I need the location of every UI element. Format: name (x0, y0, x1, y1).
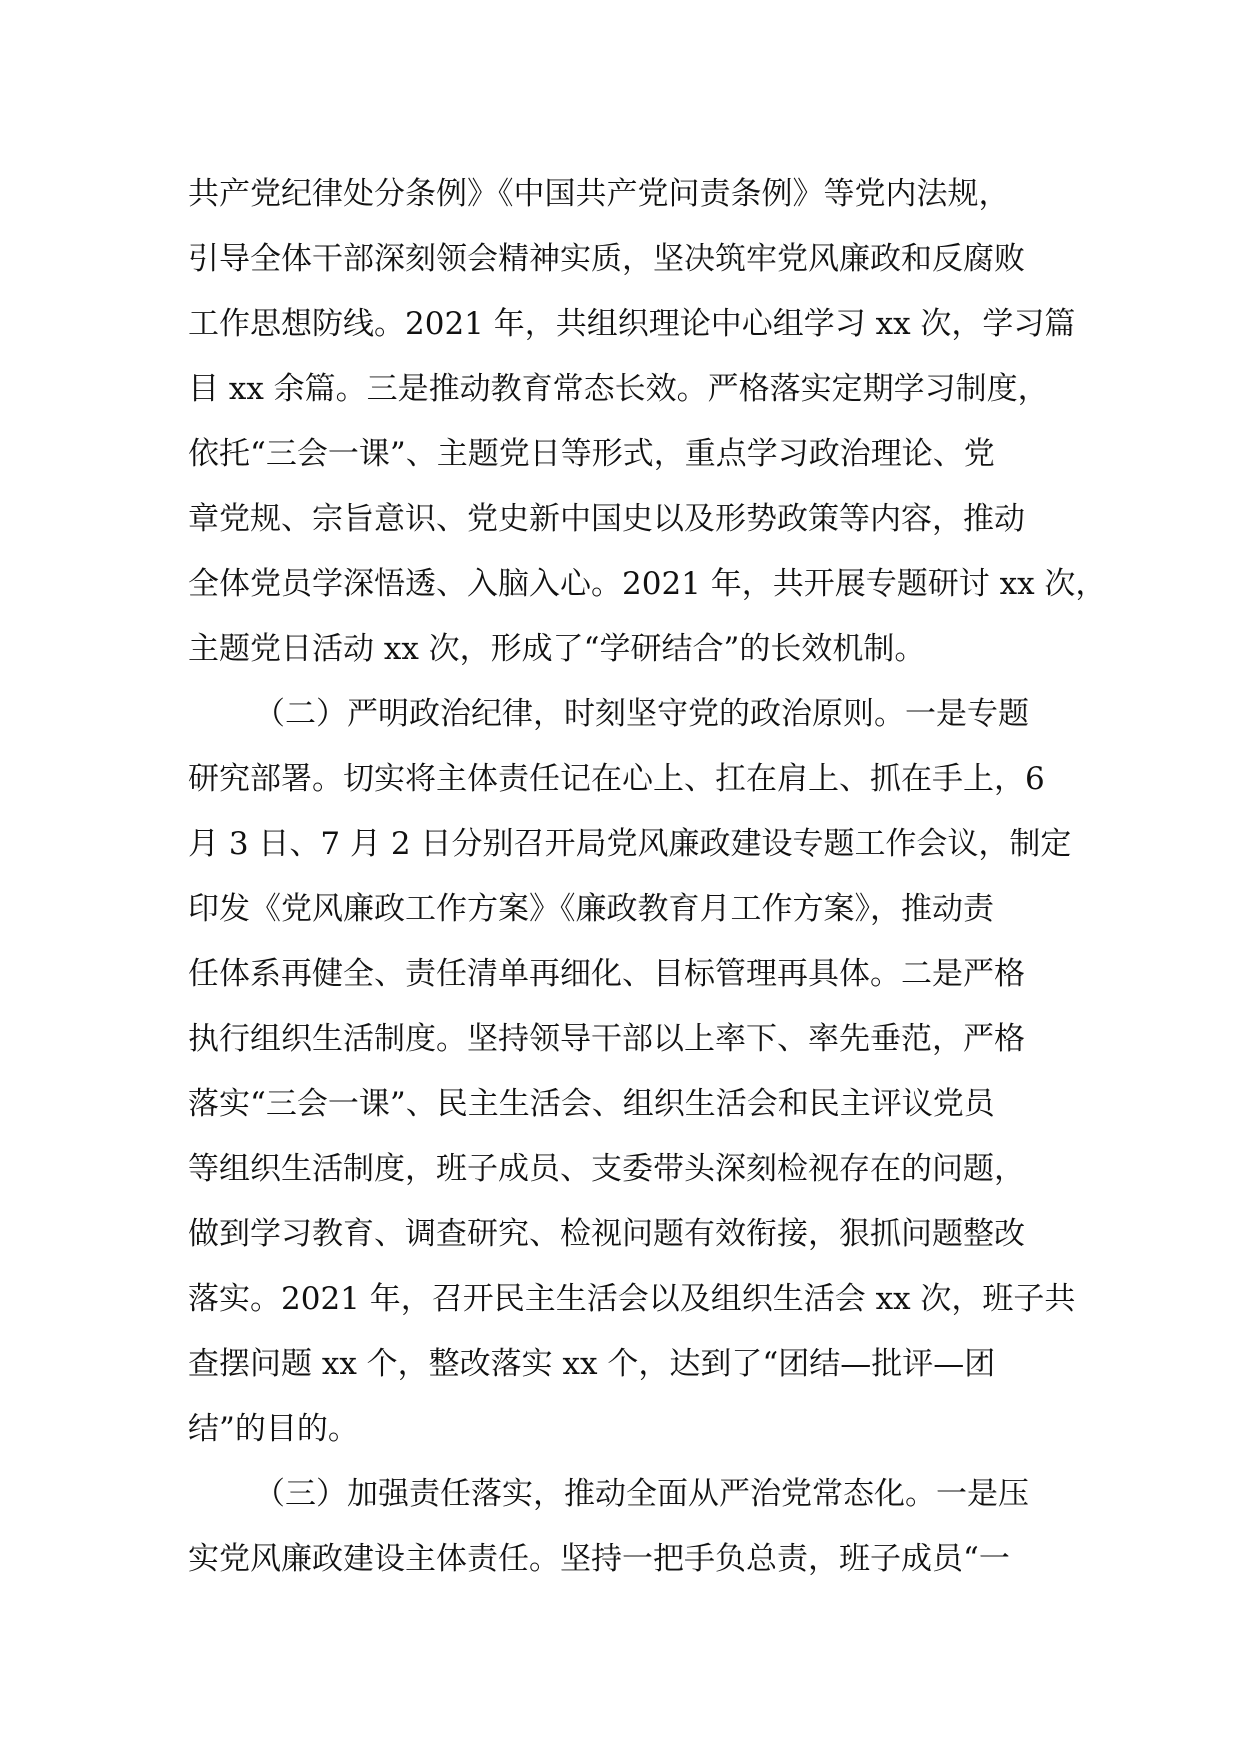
text-line: 做到学习教育、调查研究、检视问题有效衔接，狠抓问题整改 (188, 1216, 1025, 1252)
text-line: 引导全体干部深刻领会精神实质，坚决筑牢党风廉政和反腐败 (188, 241, 1025, 277)
text-line: 主题党日活动 xx 次，形成了“学研结合”的长效机制。 (188, 631, 926, 667)
text-line: 实党风廉政建设主体责任。坚持一把手负总责，班子成员“一 (188, 1541, 1010, 1577)
text-line: 共产党纪律处分条例》《中国共产党问责条例》等党内法规， (188, 176, 1010, 212)
text-line: 全体党员学深悟透、入脑入心。2021 年，共开展专题研讨 xx 次， (188, 566, 1107, 602)
text-line: 目 xx 余篇。三是推动教育常态长效。严格落实定期学习制度， (188, 371, 1049, 407)
text-line: 查摆问题 xx 个，整改落实 xx 个，达到了“团结—批评—团 (188, 1346, 996, 1382)
section-heading-line: （二）严明政治纪律，时刻坚守党的政治原则。一是专题 (254, 696, 1029, 732)
text-line: 月 3 日、7 月 2 日分别召开局党风廉政建设专题工作会议，制定 (188, 826, 1072, 862)
text-line: 印发《党风廉政工作方案》《廉政教育月工作方案》，推动责 (188, 891, 994, 927)
text-line: 工作思想防线。2021 年，共组织理论中心组学习 xx 次，学习篇 (188, 306, 1076, 342)
section-heading-line: （三）加强责任落实，推动全面从严治党常态化。一是压 (254, 1476, 1029, 1512)
text-line: 依托“三会一课”、主题党日等形式，重点学习政治理论、党 (188, 436, 995, 472)
text-line: 任体系再健全、责任清单再细化、目标管理再具体。二是严格 (188, 956, 1025, 992)
text-line: 章党规、宗旨意识、党史新中国史以及形势政策等内容，推动 (188, 501, 1025, 537)
text-line: 执行组织生活制度。坚持领导干部以上率下、率先垂范，严格 (188, 1021, 1025, 1057)
text-line: 等组织生活制度，班子成员、支委带头深刻检视存在的问题， (188, 1151, 1025, 1187)
text-line: 研究部署。切实将主体责任记在心上、扛在肩上、抓在手上，6 (188, 761, 1045, 797)
text-line: 结”的目的。 (188, 1411, 359, 1447)
text-line: 落实“三会一课”、民主生活会、组织生活会和民主评议党员 (188, 1086, 995, 1122)
text-line: 落实。2021 年，召开民主生活会以及组织生活会 xx 次，班子共 (188, 1281, 1076, 1317)
